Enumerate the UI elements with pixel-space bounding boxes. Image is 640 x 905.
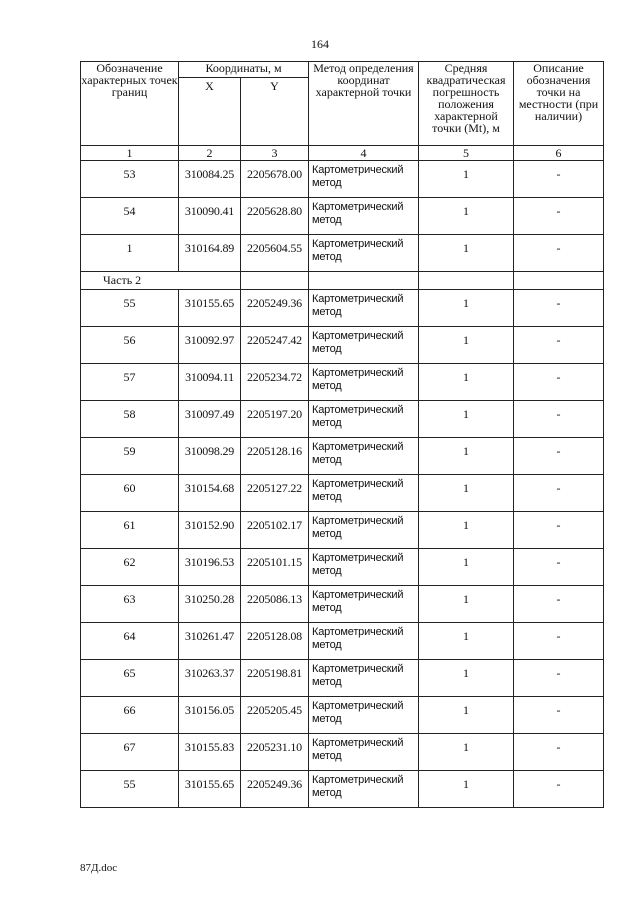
method-cell: Картометрический метод [309,290,419,327]
x-cell: 310164.89 [179,235,241,272]
description-cell: - [514,549,604,586]
x-cell: 310090.41 [179,198,241,235]
method-cell: Картометрический метод [309,401,419,438]
description-cell: - [514,438,604,475]
point-cell: 62 [81,549,179,586]
y-cell: 2205102.17 [241,512,309,549]
point-cell: 63 [81,586,179,623]
x-cell: 310154.68 [179,475,241,512]
error-cell: 1 [419,771,514,808]
y-cell: 2205205.45 [241,697,309,734]
description-cell: - [514,364,604,401]
column-number-row [81,146,604,161]
x-cell: 310092.97 [179,327,241,364]
table-row [81,438,604,475]
error-cell: 1 [419,235,514,272]
method-cell: Картометрический метод [309,512,419,549]
header-y: Y [241,78,309,146]
error-cell: 1 [419,401,514,438]
x-cell: 310097.49 [179,401,241,438]
method-cell: Картометрический метод [309,364,419,401]
description-cell: - [514,401,604,438]
header-error: Средняя квадратическая погрешность положения характерной точки (Mt), м [419,62,514,146]
method-cell: Картометрический метод [309,734,419,771]
section-label: Часть 2 [81,272,241,290]
header-method: Метод определения координат характерной точки [309,62,419,146]
y-cell: 2205101.15 [241,549,309,586]
table-row [81,161,604,198]
description-cell: - [514,697,604,734]
point-cell: 66 [81,697,179,734]
table-row [81,401,604,438]
table-row [81,198,604,235]
x-cell: 310152.90 [179,512,241,549]
header-point: Обозначение характерных точек границ [81,62,179,146]
error-cell: 1 [419,475,514,512]
x-cell: 310094.11 [179,364,241,401]
error-cell: 1 [419,623,514,660]
table-row [81,364,604,401]
y-cell: 2205604.55 [241,235,309,272]
method-cell: Картометрический метод [309,623,419,660]
table-row [81,734,604,771]
description-cell: - [514,586,604,623]
error-cell: 1 [419,660,514,697]
point-cell: 60 [81,475,179,512]
method-cell: Картометрический метод [309,327,419,364]
column-number: 2 [179,146,241,161]
y-cell: 2205086.13 [241,586,309,623]
method-cell: Картометрический метод [309,660,419,697]
part1-rows [81,161,604,272]
table-row [81,235,604,272]
method-cell: Картометрический метод [309,771,419,808]
method-cell: Картометрический метод [309,697,419,734]
x-cell: 310155.83 [179,734,241,771]
point-cell: 55 [81,290,179,327]
table-row [81,697,604,734]
coordinates-table [80,61,604,808]
error-cell: 1 [419,549,514,586]
y-cell: 2205128.08 [241,623,309,660]
x-cell: 310250.28 [179,586,241,623]
description-cell: - [514,327,604,364]
y-cell: 2205247.42 [241,327,309,364]
error-cell: 1 [419,586,514,623]
table-row [81,771,604,808]
description-cell: - [514,660,604,697]
description-cell: - [514,161,604,198]
point-cell: 61 [81,512,179,549]
page-number: 164 [311,37,329,51]
error-cell: 1 [419,327,514,364]
column-number: 5 [419,146,514,161]
x-cell: 310098.29 [179,438,241,475]
table-row [81,290,604,327]
description-cell: - [514,771,604,808]
x-cell: 310261.47 [179,623,241,660]
y-cell: 2205127.22 [241,475,309,512]
column-number: 6 [514,146,604,161]
column-number: 1 [81,146,179,161]
description-cell: - [514,475,604,512]
section-part2 [81,272,604,290]
column-number: 4 [309,146,419,161]
description-cell: - [514,512,604,549]
x-cell: 310155.65 [179,771,241,808]
y-cell: 2205678.00 [241,161,309,198]
y-cell: 2205231.10 [241,734,309,771]
y-cell: 2205249.36 [241,771,309,808]
description-cell: - [514,734,604,771]
error-cell: 1 [419,290,514,327]
description-cell: - [514,198,604,235]
table-row [81,327,604,364]
point-cell: 55 [81,771,179,808]
point-cell: 64 [81,623,179,660]
header-x: X [179,78,241,146]
table-row [81,512,604,549]
y-cell: 2205234.72 [241,364,309,401]
error-cell: 1 [419,161,514,198]
y-cell: 2205197.20 [241,401,309,438]
point-cell: 1 [81,235,179,272]
error-cell: 1 [419,364,514,401]
method-cell: Картометрический метод [309,235,419,272]
point-cell: 59 [81,438,179,475]
error-cell: 1 [419,198,514,235]
point-cell: 53 [81,161,179,198]
x-cell: 310156.05 [179,697,241,734]
part2-rows [81,290,604,808]
method-cell: Картометрический метод [309,438,419,475]
column-number: 3 [241,146,309,161]
table-row [81,475,604,512]
y-cell: 2205198.81 [241,660,309,697]
error-cell: 1 [419,512,514,549]
header-description: Описание обозначения точки на местности (при наличии) [514,62,604,146]
point-cell: 57 [81,364,179,401]
method-cell: Картометрический метод [309,549,419,586]
table-row [81,660,604,697]
description-cell: - [514,623,604,660]
table-row [81,586,604,623]
y-cell: 2205628.80 [241,198,309,235]
y-cell: 2205128.16 [241,438,309,475]
point-cell: 56 [81,327,179,364]
x-cell: 310084.25 [179,161,241,198]
table-row [81,549,604,586]
error-cell: 1 [419,697,514,734]
description-cell: - [514,290,604,327]
footer-filename: 87Д.doc [80,862,118,874]
point-cell: 67 [81,734,179,771]
error-cell: 1 [419,438,514,475]
x-cell: 310196.53 [179,549,241,586]
method-cell: Картометрический метод [309,161,419,198]
point-cell: 54 [81,198,179,235]
table-row [81,623,604,660]
x-cell: 310263.37 [179,660,241,697]
y-cell: 2205249.36 [241,290,309,327]
method-cell: Картометрический метод [309,586,419,623]
method-cell: Картометрический метод [309,198,419,235]
description-cell: - [514,235,604,272]
header-coordinates: Координаты, м [179,62,309,78]
section-row [81,272,604,290]
point-cell: 65 [81,660,179,697]
x-cell: 310155.65 [179,290,241,327]
method-cell: Картометрический метод [309,475,419,512]
error-cell: 1 [419,734,514,771]
point-cell: 58 [81,401,179,438]
